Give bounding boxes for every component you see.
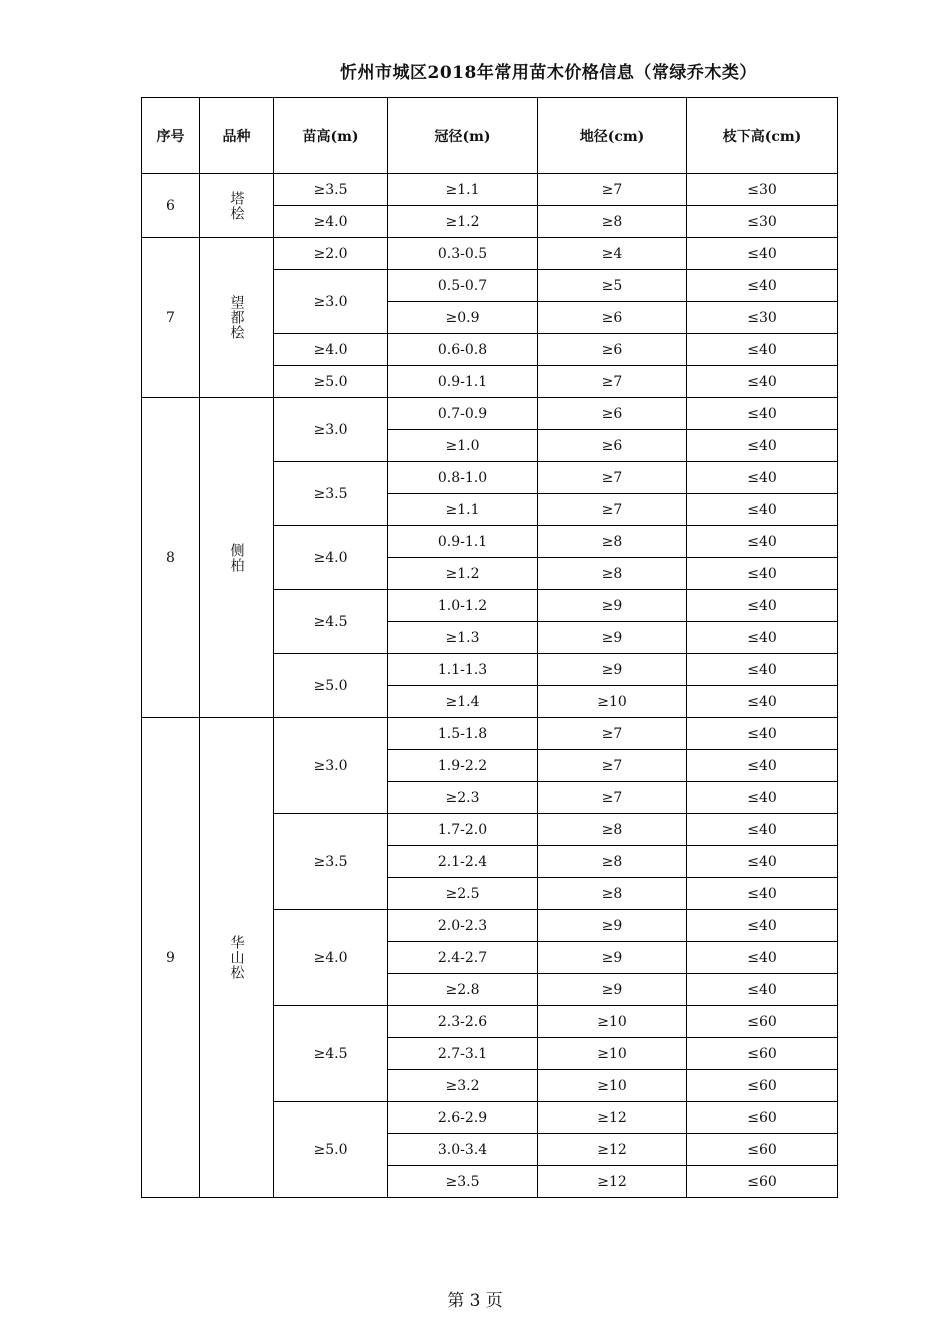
cell-ground-diameter: ≥6: [538, 334, 687, 366]
cell-ground-diameter: ≥12: [538, 1102, 687, 1134]
cell-branch-height: ≤40: [687, 334, 838, 366]
cell-ground-diameter: ≥8: [538, 878, 687, 910]
cell-branch-height: ≤40: [687, 974, 838, 1006]
cell-crown-diameter: 2.3-2.6: [388, 1006, 538, 1038]
cell-ground-diameter: ≥12: [538, 1166, 687, 1198]
cell-branch-height: ≤60: [687, 1134, 838, 1166]
cell-branch-height: ≤40: [687, 270, 838, 302]
cell-branch-height: ≤60: [687, 1166, 838, 1198]
cell-seedling-height: ≥5.0: [274, 654, 388, 718]
table-body: [142, 174, 838, 1198]
cell-ground-diameter: ≥7: [538, 462, 687, 494]
cell-variety: 望都桧: [200, 238, 274, 398]
cell-crown-diameter: ≥0.9: [388, 302, 538, 334]
cell-crown-diameter: 2.4-2.7: [388, 942, 538, 974]
cell-crown-diameter: 1.5-1.8: [388, 718, 538, 750]
cell-branch-height: ≤40: [687, 846, 838, 878]
header-row: [142, 98, 838, 174]
cell-branch-height: ≤40: [687, 654, 838, 686]
cell-serial-no: 9: [142, 718, 200, 1198]
cell-seedling-height: ≥4.0: [274, 334, 388, 366]
cell-ground-diameter: ≥7: [538, 782, 687, 814]
cell-ground-diameter: ≥9: [538, 622, 687, 654]
cell-seedling-height: ≥4.0: [274, 526, 388, 590]
cell-seedling-height: ≥2.0: [274, 238, 388, 270]
cell-ground-diameter: ≥12: [538, 1134, 687, 1166]
cell-crown-diameter: ≥1.2: [388, 558, 538, 590]
cell-ground-diameter: ≥7: [538, 366, 687, 398]
cell-ground-diameter: ≥9: [538, 654, 687, 686]
cell-crown-diameter: 2.0-2.3: [388, 910, 538, 942]
cell-crown-diameter: 2.6-2.9: [388, 1102, 538, 1134]
cell-crown-diameter: 0.5-0.7: [388, 270, 538, 302]
cell-ground-diameter: ≥6: [538, 398, 687, 430]
cell-ground-diameter: ≥7: [538, 174, 687, 206]
cell-branch-height: ≤30: [687, 302, 838, 334]
cell-seedling-height: ≥3.0: [274, 270, 388, 334]
table-row: [142, 238, 838, 270]
cell-branch-height: ≤60: [687, 1070, 838, 1102]
cell-branch-height: ≤40: [687, 366, 838, 398]
cell-crown-diameter: ≥2.3: [388, 782, 538, 814]
cell-crown-diameter: 1.9-2.2: [388, 750, 538, 782]
header-cell-ground-diameter: 地径(cm): [538, 98, 687, 174]
cell-ground-diameter: ≥7: [538, 750, 687, 782]
cell-crown-diameter: ≥3.2: [388, 1070, 538, 1102]
page-title: 忻州市城区2018年常用苗木价格信息（常绿乔木类）: [340, 63, 757, 83]
cell-ground-diameter: ≥8: [538, 814, 687, 846]
cell-ground-diameter: ≥5: [538, 270, 687, 302]
cell-branch-height: ≤40: [687, 718, 838, 750]
cell-branch-height: ≤40: [687, 942, 838, 974]
header-cell-variety: 品种: [200, 98, 274, 174]
cell-seedling-height: ≥3.5: [274, 174, 388, 206]
cell-crown-diameter: 1.1-1.3: [388, 654, 538, 686]
cell-crown-diameter: 0.3-0.5: [388, 238, 538, 270]
cell-ground-diameter: ≥4: [538, 238, 687, 270]
cell-serial-no: 8: [142, 398, 200, 718]
cell-branch-height: ≤40: [687, 782, 838, 814]
cell-ground-diameter: ≥10: [538, 686, 687, 718]
cell-crown-diameter: 0.6-0.8: [388, 334, 538, 366]
cell-crown-diameter: 1.0-1.2: [388, 590, 538, 622]
cell-branch-height: ≤40: [687, 910, 838, 942]
cell-seedling-height: ≥4.5: [274, 1006, 388, 1102]
cell-crown-diameter: 2.7-3.1: [388, 1038, 538, 1070]
cell-seedling-height: ≥3.5: [274, 814, 388, 910]
cell-branch-height: ≤40: [687, 686, 838, 718]
cell-seedling-height: ≥4.5: [274, 590, 388, 654]
cell-branch-height: ≤40: [687, 494, 838, 526]
cell-crown-diameter: ≥2.5: [388, 878, 538, 910]
cell-branch-height: ≤40: [687, 238, 838, 270]
cell-seedling-height: ≥4.0: [274, 206, 388, 238]
cell-seedling-height: ≥5.0: [274, 1102, 388, 1198]
cell-branch-height: ≤40: [687, 398, 838, 430]
cell-branch-height: ≤40: [687, 462, 838, 494]
cell-seedling-height: ≥3.5: [274, 462, 388, 526]
cell-branch-height: ≤60: [687, 1038, 838, 1070]
cell-ground-diameter: ≥8: [538, 846, 687, 878]
page-number: 第 3 页: [447, 1291, 503, 1311]
cell-ground-diameter: ≥9: [538, 590, 687, 622]
cell-branch-height: ≤40: [687, 878, 838, 910]
cell-branch-height: ≤30: [687, 206, 838, 238]
header-cell-branch-height: 枝下高(cm): [687, 98, 838, 174]
cell-ground-diameter: ≥7: [538, 494, 687, 526]
cell-branch-height: ≤40: [687, 430, 838, 462]
header-cell-height: 苗高(m): [274, 98, 388, 174]
cell-ground-diameter: ≥10: [538, 1070, 687, 1102]
cell-branch-height: ≤30: [687, 174, 838, 206]
cell-ground-diameter: ≥10: [538, 1006, 687, 1038]
cell-ground-diameter: ≥6: [538, 430, 687, 462]
cell-crown-diameter: 0.8-1.0: [388, 462, 538, 494]
cell-branch-height: ≤40: [687, 622, 838, 654]
cell-serial-no: 6: [142, 174, 200, 238]
cell-ground-diameter: ≥9: [538, 910, 687, 942]
cell-seedling-height: ≥3.0: [274, 718, 388, 814]
cell-crown-diameter: ≥2.8: [388, 974, 538, 1006]
table-row: [142, 174, 838, 206]
cell-seedling-height: ≥5.0: [274, 366, 388, 398]
table-row: [142, 718, 838, 750]
cell-ground-diameter: ≥6: [538, 302, 687, 334]
cell-branch-height: ≤40: [687, 590, 838, 622]
cell-ground-diameter: ≥9: [538, 974, 687, 1006]
cell-crown-diameter: ≥1.2: [388, 206, 538, 238]
cell-branch-height: ≤60: [687, 1102, 838, 1134]
cell-ground-diameter: ≥9: [538, 942, 687, 974]
header-cell-crown: 冠径(m): [388, 98, 538, 174]
cell-variety: 塔桧: [200, 174, 274, 238]
cell-variety: 华山松: [200, 718, 274, 1198]
cell-crown-diameter: 0.7-0.9: [388, 398, 538, 430]
cell-ground-diameter: ≥8: [538, 526, 687, 558]
cell-crown-diameter: ≥1.1: [388, 174, 538, 206]
cell-branch-height: ≤40: [687, 526, 838, 558]
cell-variety: 侧柏: [200, 398, 274, 718]
cell-crown-diameter: 3.0-3.4: [388, 1134, 538, 1166]
cell-crown-diameter: ≥1.3: [388, 622, 538, 654]
header-cell-no: 序号: [142, 98, 200, 174]
cell-crown-diameter: ≥1.0: [388, 430, 538, 462]
cell-serial-no: 7: [142, 238, 200, 398]
price-table: [141, 97, 838, 1198]
cell-branch-height: ≤40: [687, 558, 838, 590]
cell-ground-diameter: ≥10: [538, 1038, 687, 1070]
cell-branch-height: ≤60: [687, 1006, 838, 1038]
cell-crown-diameter: 0.9-1.1: [388, 526, 538, 558]
cell-crown-diameter: ≥1.1: [388, 494, 538, 526]
cell-ground-diameter: ≥7: [538, 718, 687, 750]
table-row: [142, 398, 838, 430]
cell-crown-diameter: ≥1.4: [388, 686, 538, 718]
cell-crown-diameter: ≥3.5: [388, 1166, 538, 1198]
cell-crown-diameter: 1.7-2.0: [388, 814, 538, 846]
cell-branch-height: ≤40: [687, 814, 838, 846]
cell-seedling-height: ≥4.0: [274, 910, 388, 1006]
cell-crown-diameter: 0.9-1.1: [388, 366, 538, 398]
cell-crown-diameter: 2.1-2.4: [388, 846, 538, 878]
cell-seedling-height: ≥3.0: [274, 398, 388, 462]
cell-branch-height: ≤40: [687, 750, 838, 782]
cell-ground-diameter: ≥8: [538, 206, 687, 238]
cell-ground-diameter: ≥8: [538, 558, 687, 590]
